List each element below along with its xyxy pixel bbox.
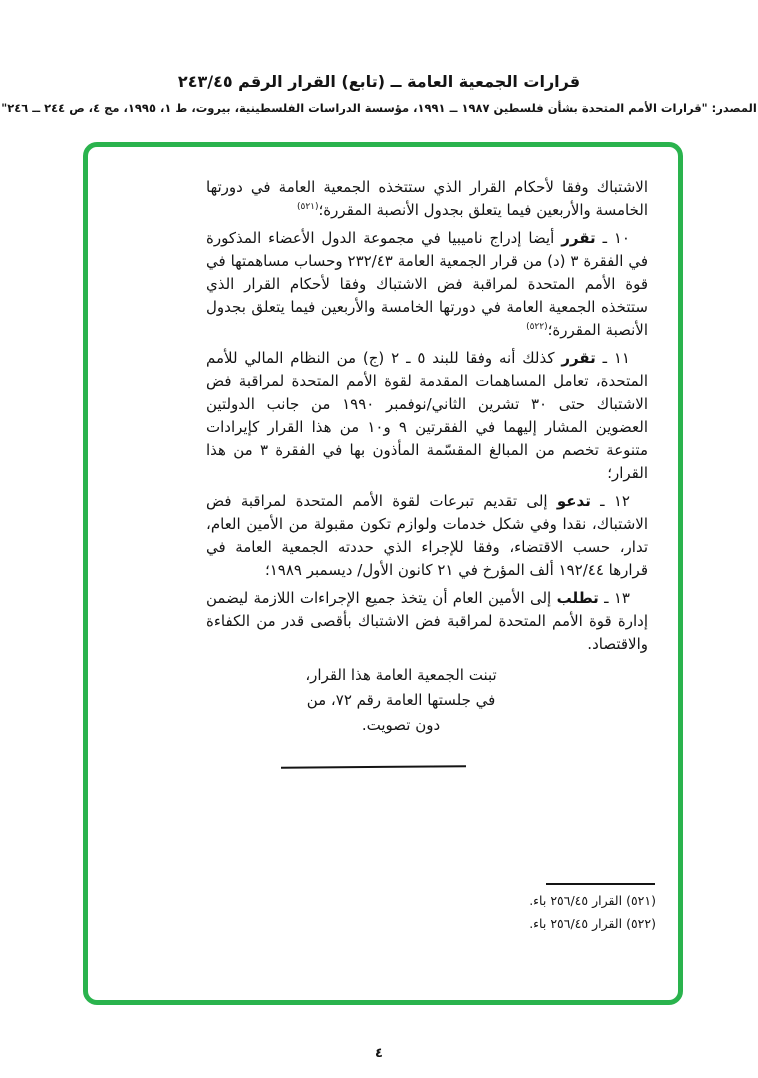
- source-citation: المصدر: "قرارات الأمم المتحدة بشأن فلسطين ١٩٨٧ ــ ١٩٩١، مؤسسة الدراسات الفلسطينية، بيروت، ط ١، ١٩٩٥، مج ٤، ص ٢٤٤ ــ ٢٤٦": [1, 101, 757, 115]
- footnote-text: القرار ٢٥٦/٤٥ باء.: [529, 893, 623, 908]
- paragraph-text: كذلك أنه وفقا للبند ٥ ـ ٢ (ج) من النظام المالي للأمم المتحدة، تعامل المساهمات المقدمة لقوة الأمم المتحدة لمراقبة فض الاشتباك حتى ٣٠ تشرين الثاني/نوفمبر ١٩٩٠ من جانب الدولتين العضوين المشار إليهما في الفقرتين ٩ و١٠ من هذا القرار كإيرادات متنوعة تخصم من المبالغ المقسّمة المأذون بها في الفقرة ٣ من هذا القرار؛: [206, 349, 649, 482]
- footnote-marker: (٥٢١): [626, 893, 656, 908]
- adoption-note: [206, 663, 596, 738]
- footnote-521: [300, 889, 656, 912]
- paragraph-text: إلى الأمين العام أن يتخذ جميع الإجراءات اللازمة ليضمن إدارة قوة الأمم المتحدة لمراقبة فض الاشتباك بأقصى قدر من الكفاءة والاقتصاد.: [206, 589, 648, 653]
- resolution-body: [206, 176, 648, 738]
- paragraph-text: أيضا إدراج ناميبيا في مجموعة الدول الأعضاء المذكورة في الفقرة ٣ (د) من قرار الجمعية العامة ٢٣٢/٤٣ وحساب مساهمتها في قوة الأمم المتحدة لمراقبة فض الاشتباك وفقا لأحكام القرار الذي ستتخذه الجمعية العامة في دورتها الخامسة والأربعين فيما يتعلق بجدول الأنصبة المقررة؛: [206, 229, 648, 339]
- paragraph-number: ١٢ ـ: [600, 492, 630, 510]
- footnote-ref-522: (٥٢٢): [526, 322, 548, 332]
- adoption-line: تبنت الجمعية العامة هذا القرار،: [305, 666, 497, 684]
- operative-verb: تطلب: [556, 589, 599, 607]
- paragraph-number: ١٣ ـ: [604, 589, 630, 607]
- paragraph-number: ١٠ ـ: [602, 229, 630, 247]
- footnote-522: [300, 912, 656, 935]
- paragraph-12: [206, 490, 648, 582]
- adoption-line: دون تصويت.: [361, 716, 441, 734]
- paragraph-13: [206, 587, 648, 656]
- paragraph-text: إلى تقديم تبرعات لقوة الأمم المتحدة لمراقبة فض الاشتباك، نقدا وفي شكل خدمات ولوازم تكون مقبولة من الأمين العام، تدار، حسب الاقتضاء، وفقا للإجراء الذي حددته الجمعية العامة في قرارها ١٩٢/٤٤ ألف المؤرخ في ٢١ كانون الأول/ ديسمبر ١٩٨٩؛: [206, 492, 648, 579]
- operative-verb: تقرر: [561, 349, 596, 367]
- paragraph-number: ١١ ـ: [602, 349, 630, 367]
- page-title: قرارات الجمعية العامة ــ (تابع) القرار الرقم ٢٤٣/٤٥: [177, 72, 581, 91]
- footnote-divider-rule: [546, 883, 655, 885]
- page-number: ٤: [375, 1046, 383, 1061]
- paragraph-10: [206, 227, 648, 342]
- footnotes-block: [300, 889, 656, 935]
- paragraph-continuation: [206, 176, 648, 222]
- operative-verb: تدعو: [556, 492, 591, 510]
- footnote-text: القرار ٢٥٦/٤٥ باء.: [529, 916, 623, 931]
- paragraph-text: الاشتباك وفقا لأحكام القرار الذي ستتخذه الجمعية العامة في دورتها الخامسة والأربعين فيما يتعلق بجدول الأنصبة المقررة؛: [206, 178, 648, 219]
- paragraph-11: [206, 347, 648, 485]
- footnote-marker: (٥٢٢): [626, 916, 656, 931]
- footnote-ref-521: (٥٢١): [296, 202, 319, 212]
- adoption-line: في جلستها العامة رقم ٧٢، من: [306, 691, 496, 709]
- operative-verb: تقرر: [561, 229, 596, 247]
